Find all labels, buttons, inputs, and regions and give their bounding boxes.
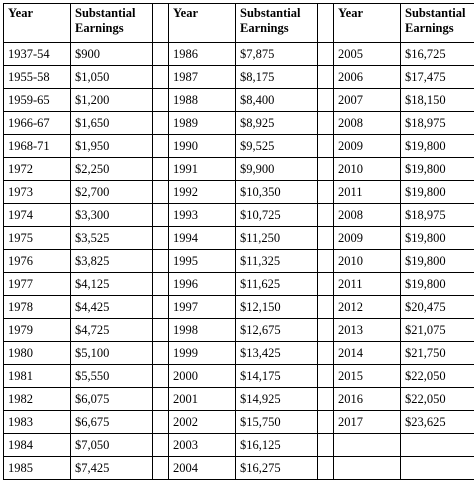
table-row (4, 181, 474, 204)
year-cell: 2005 (334, 43, 401, 66)
year-cell: 2000 (169, 365, 236, 388)
column-gap (318, 112, 334, 135)
column-gap (318, 204, 334, 227)
year-cell: 1972 (4, 158, 71, 181)
year-cell: 1997 (169, 296, 236, 319)
earnings-cell: $19,800 (401, 158, 474, 181)
table-row (4, 158, 474, 181)
table-row (4, 273, 474, 296)
earnings-cell: $900 (71, 43, 153, 66)
year-cell: 1974 (4, 204, 71, 227)
earnings-cell: $16,275 (236, 457, 318, 480)
earnings-cell (401, 434, 474, 457)
year-cell: 1955-58 (4, 66, 71, 89)
table-header-row (4, 4, 474, 43)
earnings-cell: $13,425 (236, 342, 318, 365)
column-gap (153, 112, 169, 135)
column-gap (318, 181, 334, 204)
earnings-cell: $20,475 (401, 296, 474, 319)
column-gap (153, 89, 169, 112)
year-cell: 2014 (334, 342, 401, 365)
year-cell: 2010 (334, 250, 401, 273)
earnings-cell: $16,125 (236, 434, 318, 457)
column-gap (318, 227, 334, 250)
year-cell: 1983 (4, 411, 71, 434)
earnings-cell: $19,800 (401, 227, 474, 250)
column-gap (153, 434, 169, 457)
column-gap (153, 342, 169, 365)
column-gap (318, 250, 334, 273)
earnings-cell: $2,250 (71, 158, 153, 181)
year-cell: 1996 (169, 273, 236, 296)
column-header-year: Year (4, 4, 71, 43)
year-cell: 1995 (169, 250, 236, 273)
earnings-cell: $23,625 (401, 411, 474, 434)
column-header-earnings (401, 4, 474, 43)
earnings-cell: $7,050 (71, 434, 153, 457)
column-gap (153, 365, 169, 388)
column-header-earnings (236, 4, 318, 43)
column-gap (153, 181, 169, 204)
earnings-cell: $18,975 (401, 204, 474, 227)
substantial-earnings-table (3, 3, 474, 480)
earnings-cell: $7,425 (71, 457, 153, 480)
earnings-cell: $9,900 (236, 158, 318, 181)
column-gap (318, 434, 334, 457)
table-row (4, 296, 474, 319)
earnings-cell: $4,725 (71, 319, 153, 342)
earnings-cell: $1,200 (71, 89, 153, 112)
column-gap (153, 43, 169, 66)
column-gap (153, 388, 169, 411)
header-earnings-line1: Substantial (240, 6, 301, 20)
column-gap (153, 250, 169, 273)
year-cell: 1959-65 (4, 89, 71, 112)
year-cell: 1998 (169, 319, 236, 342)
year-cell: 1937-54 (4, 43, 71, 66)
earnings-cell: $11,250 (236, 227, 318, 250)
column-gap (318, 135, 334, 158)
year-cell: 1981 (4, 365, 71, 388)
column-header-year: Year (169, 4, 236, 43)
column-header-earnings (71, 4, 153, 43)
column-gap (153, 4, 169, 43)
table-row (4, 250, 474, 273)
header-earnings-line1: Substantial (405, 6, 466, 20)
header-earnings-line2: Earnings (75, 21, 124, 35)
column-gap (318, 158, 334, 181)
earnings-cell: $16,725 (401, 43, 474, 66)
header-earnings-line1: Substantial (75, 6, 136, 20)
year-cell: 2011 (334, 273, 401, 296)
column-gap (318, 457, 334, 480)
year-cell: 2002 (169, 411, 236, 434)
earnings-cell: $12,675 (236, 319, 318, 342)
column-gap (318, 296, 334, 319)
column-gap (153, 204, 169, 227)
table-row (4, 66, 474, 89)
column-gap (318, 89, 334, 112)
earnings-cell: $8,925 (236, 112, 318, 135)
header-earnings-line2: Earnings (240, 21, 289, 35)
column-gap (153, 296, 169, 319)
year-cell: 2010 (334, 158, 401, 181)
column-gap (318, 388, 334, 411)
year-cell: 2017 (334, 411, 401, 434)
year-cell: 2016 (334, 388, 401, 411)
earnings-cell: $14,925 (236, 388, 318, 411)
earnings-cell: $6,075 (71, 388, 153, 411)
earnings-cell: $8,400 (236, 89, 318, 112)
earnings-cell: $21,750 (401, 342, 474, 365)
column-gap (318, 319, 334, 342)
earnings-cell: $10,350 (236, 181, 318, 204)
column-gap (153, 227, 169, 250)
earnings-cell: $19,800 (401, 273, 474, 296)
table-row (4, 135, 474, 158)
year-cell: 1978 (4, 296, 71, 319)
year-cell: 2008 (334, 112, 401, 135)
column-gap (153, 319, 169, 342)
table-row (4, 89, 474, 112)
year-cell: 2001 (169, 388, 236, 411)
earnings-cell: $1,650 (71, 112, 153, 135)
earnings-cell: $1,050 (71, 66, 153, 89)
earnings-cell: $11,325 (236, 250, 318, 273)
year-cell: 2012 (334, 296, 401, 319)
earnings-cell: $4,125 (71, 273, 153, 296)
earnings-cell: $19,800 (401, 181, 474, 204)
year-cell: 2003 (169, 434, 236, 457)
earnings-cell: $18,975 (401, 112, 474, 135)
year-cell: 1987 (169, 66, 236, 89)
column-gap (318, 365, 334, 388)
year-cell: 2015 (334, 365, 401, 388)
year-cell: 1977 (4, 273, 71, 296)
earnings-cell: $2,700 (71, 181, 153, 204)
year-cell: 1991 (169, 158, 236, 181)
year-cell: 1968-71 (4, 135, 71, 158)
year-cell: 2011 (334, 181, 401, 204)
header-earnings-line2: Earnings (405, 21, 454, 35)
column-gap (153, 66, 169, 89)
earnings-cell: $17,475 (401, 66, 474, 89)
earnings-cell: $21,075 (401, 319, 474, 342)
earnings-cell (401, 457, 474, 480)
year-cell: 2013 (334, 319, 401, 342)
column-gap (153, 411, 169, 434)
table-row (4, 388, 474, 411)
year-cell: 1966-67 (4, 112, 71, 135)
year-cell: 1975 (4, 227, 71, 250)
column-gap (318, 342, 334, 365)
year-cell: 1986 (169, 43, 236, 66)
earnings-cell: $3,300 (71, 204, 153, 227)
earnings-cell: $11,625 (236, 273, 318, 296)
earnings-cell: $22,050 (401, 365, 474, 388)
table-row (4, 342, 474, 365)
year-cell (334, 457, 401, 480)
earnings-cell: $14,175 (236, 365, 318, 388)
table-row (4, 112, 474, 135)
column-header-year: Year (334, 4, 401, 43)
earnings-cell: $22,050 (401, 388, 474, 411)
earnings-cell: $1,950 (71, 135, 153, 158)
year-cell: 1976 (4, 250, 71, 273)
column-gap (318, 66, 334, 89)
column-gap (318, 273, 334, 296)
year-cell: 2009 (334, 135, 401, 158)
earnings-cell: $3,825 (71, 250, 153, 273)
year-cell: 1973 (4, 181, 71, 204)
year-cell: 1999 (169, 342, 236, 365)
year-cell: 2009 (334, 227, 401, 250)
column-gap (318, 4, 334, 43)
column-gap (318, 43, 334, 66)
year-cell: 1992 (169, 181, 236, 204)
year-cell: 1984 (4, 434, 71, 457)
year-cell: 1990 (169, 135, 236, 158)
table-body (4, 43, 474, 480)
table-row (4, 227, 474, 250)
year-cell: 1980 (4, 342, 71, 365)
column-gap (318, 411, 334, 434)
year-cell: 1988 (169, 89, 236, 112)
earnings-cell: $8,175 (236, 66, 318, 89)
year-cell (334, 434, 401, 457)
year-cell: 1989 (169, 112, 236, 135)
earnings-cell: $15,750 (236, 411, 318, 434)
earnings-cell: $18,150 (401, 89, 474, 112)
year-cell: 1979 (4, 319, 71, 342)
earnings-cell: $9,525 (236, 135, 318, 158)
column-gap (153, 273, 169, 296)
table-row (4, 365, 474, 388)
table-row (4, 434, 474, 457)
column-gap (153, 158, 169, 181)
year-cell: 1985 (4, 457, 71, 480)
earnings-cell: $4,425 (71, 296, 153, 319)
earnings-cell: $12,150 (236, 296, 318, 319)
year-cell: 1994 (169, 227, 236, 250)
year-cell: 1993 (169, 204, 236, 227)
year-cell: 2006 (334, 66, 401, 89)
earnings-cell: $19,800 (401, 135, 474, 158)
table-row (4, 204, 474, 227)
table-row (4, 411, 474, 434)
earnings-cell: $7,875 (236, 43, 318, 66)
table-row (4, 319, 474, 342)
earnings-cell: $3,525 (71, 227, 153, 250)
column-gap (153, 135, 169, 158)
earnings-cell: $5,100 (71, 342, 153, 365)
table-row (4, 43, 474, 66)
earnings-cell: $19,800 (401, 250, 474, 273)
column-gap (153, 457, 169, 480)
table-row (4, 457, 474, 480)
year-cell: 2008 (334, 204, 401, 227)
year-cell: 2007 (334, 89, 401, 112)
earnings-cell: $6,675 (71, 411, 153, 434)
year-cell: 2004 (169, 457, 236, 480)
earnings-cell: $5,550 (71, 365, 153, 388)
year-cell: 1982 (4, 388, 71, 411)
earnings-cell: $10,725 (236, 204, 318, 227)
